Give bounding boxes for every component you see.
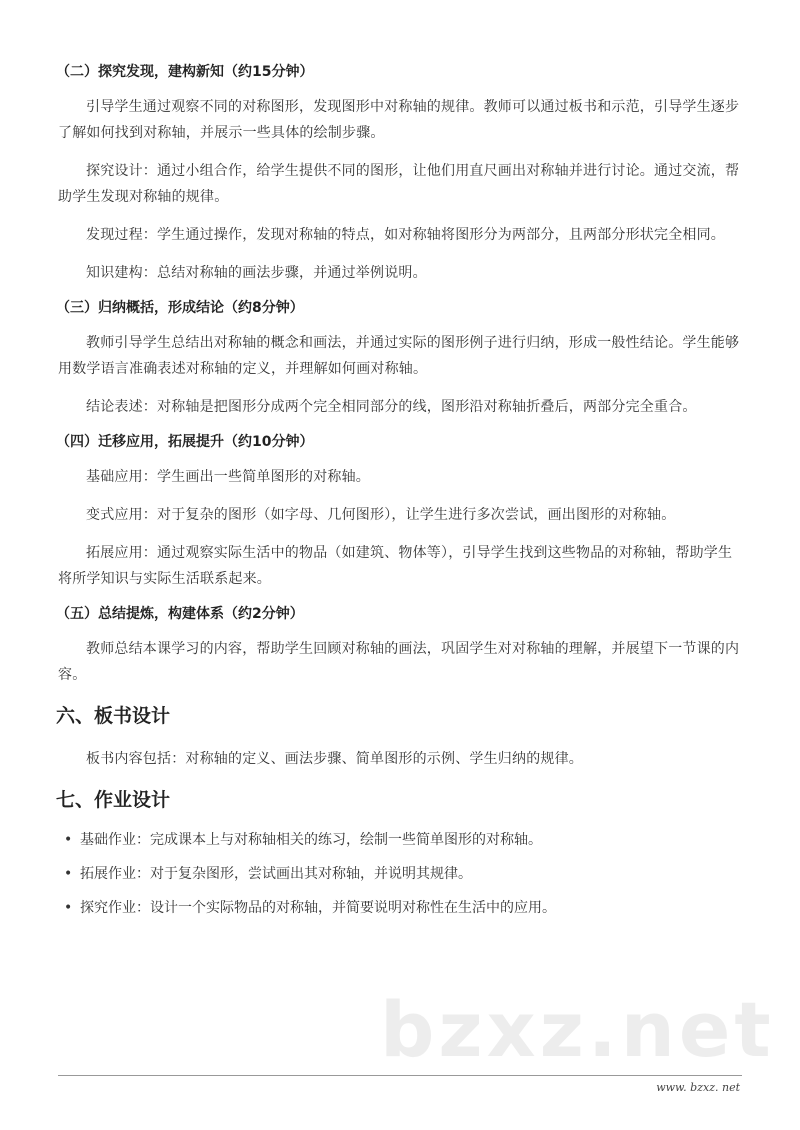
paragraph: 探究设计：通过小组合作，给学生提供不同的图形，让他们用直尺画出对称轴并进行讨论。通过交流，帮助学生发现对称轴的规律。	[58, 163, 740, 205]
footer-url: www. bzxz. net	[656, 1081, 740, 1094]
homework-item	[64, 898, 744, 918]
homework-item	[64, 864, 744, 884]
section-heading-5: （五）总结提炼，构建体系（约2分钟）	[56, 606, 304, 622]
homework-item-text: 拓展作业：对于复杂图形，尝试画出其对称轴，并说明其规律。	[80, 866, 472, 882]
paragraph: 教师总结本课学习的内容，帮助学生回顾对称轴的画法，巩固学生对对称轴的理解，并展望下一节课的内容。	[58, 641, 740, 683]
paragraph: 结论表述：对称轴是把图形分成两个完全相同部分的线，图形沿对称轴折叠后，两部分完全重合。	[86, 399, 697, 415]
bullet-icon: •	[64, 832, 73, 848]
paragraph: 基础应用：学生画出一些简单图形的对称轴。	[86, 469, 370, 485]
homework-heading: 七、作业设计	[56, 789, 171, 811]
paragraph: 发现过程：学生通过操作，发现对称轴的特点，如对称轴将图形分为两部分，且两部分形状完全相同。	[86, 227, 725, 243]
section-heading-3: （三）归纳概括，形成结论（约8分钟）	[56, 300, 304, 316]
paragraph: 知识建构：总结对称轴的画法步骤，并通过举例说明。	[86, 265, 427, 281]
document-page	[58, 62, 744, 932]
homework-list	[58, 830, 744, 918]
homework-item	[64, 830, 744, 850]
footer-divider	[58, 1075, 742, 1076]
board-design-text: 板书内容包括：对称轴的定义、画法步骤、简单图形的示例、学生归纳的规律。	[86, 751, 583, 767]
paragraph: 教师引导学生总结出对称轴的概念和画法，并通过实际的图形例子进行归纳，形成一般性结论。学生能够用数学语言准确表述对称轴的定义，并理解如何画对称轴。	[58, 335, 740, 377]
bullet-icon: •	[64, 866, 73, 882]
paragraph: 引导学生通过观察不同的对称图形，发现图形中对称轴的规律。教师可以通过板书和示范，引导学生逐步了解如何找到对称轴，并展示一些具体的绘制步骤。	[58, 99, 740, 141]
section-heading-2: （二）探究发现，建构新知（约15分钟）	[56, 64, 314, 80]
paragraph: 变式应用：对于复杂的图形（如字母、几何图形），让学生进行多次尝试，画出图形的对称轴。	[86, 507, 676, 523]
paragraph: 拓展应用：通过观察实际生活中的物品（如建筑、物体等），引导学生找到这些物品的对称轴，帮助学生将所学知识与实际生活联系起来。	[58, 545, 733, 587]
homework-item-text: 探究作业：设计一个实际物品的对称轴，并简要说明对称性在生活中的应用。	[80, 900, 556, 916]
homework-item-text: 基础作业：完成课本上与对称轴相关的练习，绘制一些简单图形的对称轴。	[80, 832, 542, 848]
section-heading-4: （四）迁移应用，拓展提升（约10分钟）	[56, 434, 314, 450]
watermark: bzxz.net	[380, 985, 775, 1074]
bullet-icon: •	[64, 900, 73, 916]
board-design-heading: 六、板书设计	[56, 705, 171, 727]
